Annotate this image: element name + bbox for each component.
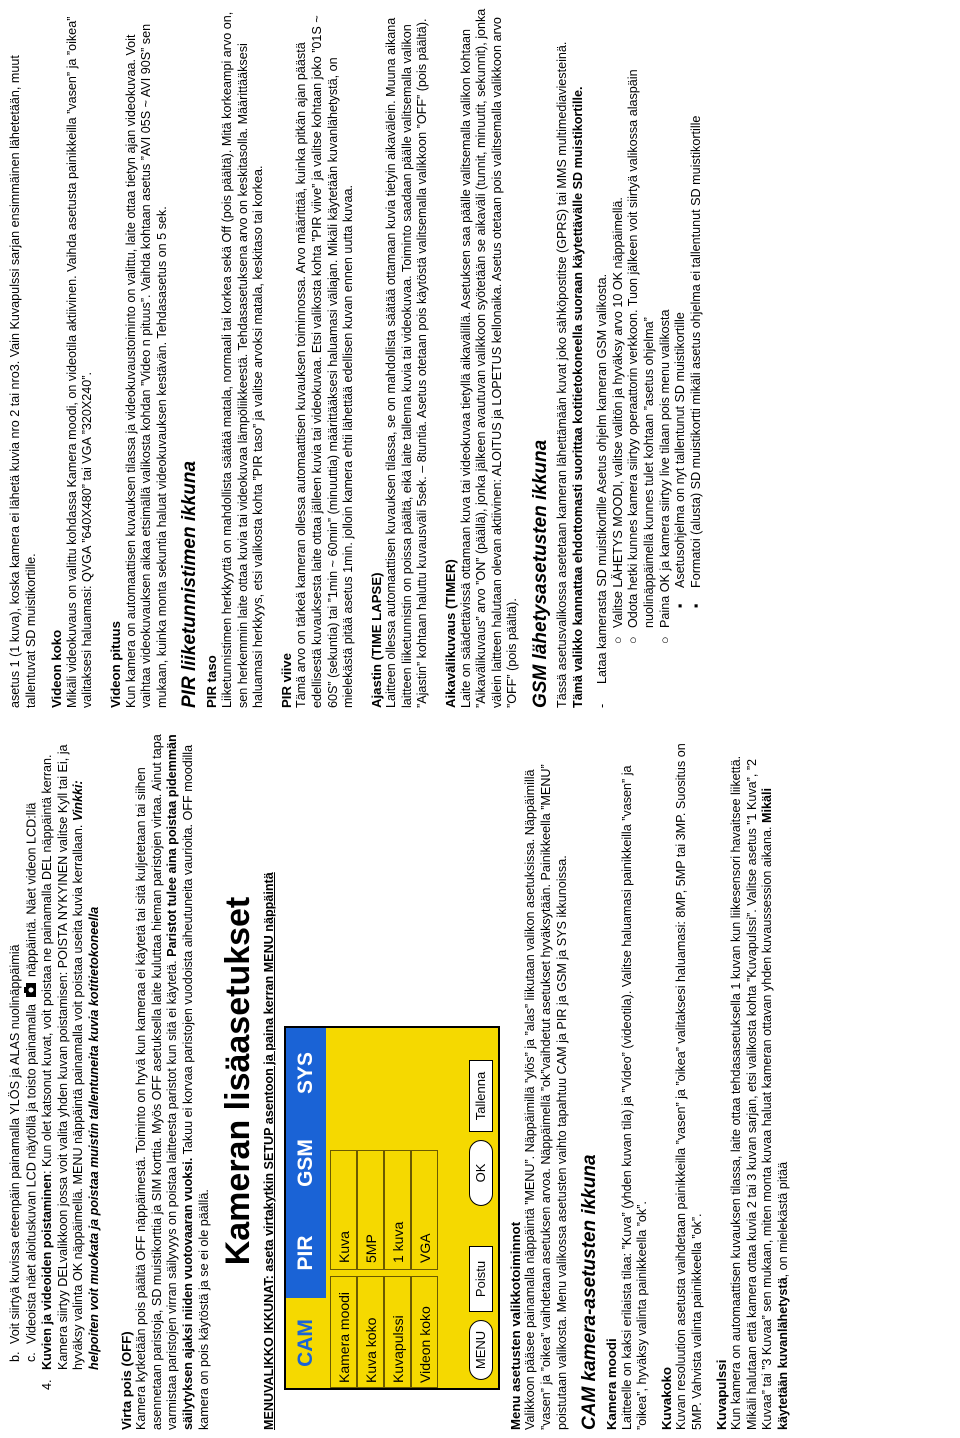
right-intro: asetus 1 (1 kuva), koska kamera ei lähetä kuvia nro 2 tai nro3. Vain Kuvapulssi sarjan ensimmäinen lähetetään, muut tallentuvat SD muistikortille. xyxy=(8,55,38,708)
videon-pituus-title: Videon pituus xyxy=(107,621,123,708)
menu-screenshot xyxy=(284,1026,500,1390)
menu-row[interactable] xyxy=(384,1028,411,1388)
item4-text: : Kun olet katsonut kuvat, voit poistaa ne painamalla DEL näppäintä kerran. Kamera siirtyy DELvalikkoon jossa voit valita yhden kuvan poistamisen: POISTA NYKYINEN valitse Kyll tai Ei, ja hyväksy valinta OK näppäimellä. MENU näppäintä painamalla voit poistaa useita kuvia kerrallaan. xyxy=(40,744,86,1370)
kamera-moodi-title: Kamera moodi xyxy=(604,1338,620,1430)
videon-pituus-text: Kun kamera on automaattisen kuvauksen tilassa ja videokuvaustoiminto on valittu, laite ottaa tietyn ajan videokuvaa. Voit vaihtaa videokuvauksen aikaa etsimällä valikosta kohdan ”Video n pituus”. Vaihda kohtaan asetus ”AVI 05S ~ AVI 90S” sen mukaan, kuinka monta sekuntia haluat videokuvauksen kestävän. Tehdasasetus on 5 sek. xyxy=(123,23,169,708)
gsm-text: Tässä asetusvalikossa asetetaan kameran lähettämään kuvat joko sähköpostitse (GPRS) tai MMS multimediaviesteinä. Tämä valikko kannattaa ehdottomasti suorittaa kotitietokoneella suoraan käytettävälle SD muistikortille. xyxy=(555,41,585,708)
menu-body xyxy=(326,1028,464,1388)
tab-gsm[interactable]: GSM xyxy=(293,1139,317,1187)
virta-text: Kamera kytketään pois päältä OFF näppäimestä. Toiminto on hyvä kun kameraa ei käytetä tai sitä kuljetetaan tai siihen asennetaan paristoja, SD muistikorttia ja SIM korttia. Myös OFF asetuksella laite kuluttaa hieman paristojen virtaa. Ainut tapa varmistaa paristojen virran säilyvyys on poistaa laitteesta paristot kun sitä ei käytetä. Paristot tulee aina poistaa pidemmän säilytyksen ajaksi niiden vuotovaaran vuoksi. Takuu ei korvaa paristojen vuodoista aiheutuneita vaurioita. OFF moodilla kamera on pois käytöstä ja se ei ole päällä. xyxy=(134,734,211,1430)
kuvapulssi-title: Kuvapulssi xyxy=(713,1359,729,1430)
tallenna-button[interactable]: Tallenna xyxy=(469,1060,493,1132)
menu-row[interactable] xyxy=(330,1028,357,1388)
menu-row[interactable] xyxy=(357,1028,384,1388)
tab-pir[interactable]: PIR xyxy=(293,1235,317,1271)
kuvakoko-text: Kuvan resoluution asetusta vaihdetaan painikkeilla ”vasen” ja ”oikea” valitaksesi haluamasi: 8MP, 5MP tai 3MP. Suositus on 5MP. Vahvista valinta painikkeella ”ok”. xyxy=(674,743,705,1430)
kuvakoko-title: Kuvakoko xyxy=(658,1366,674,1430)
left-column xyxy=(8,732,792,1430)
camera-play-icon xyxy=(24,983,41,997)
list-item-b-text: Voit siirtyä kuvissa eteenpäin painamalla YLÖS ja ALAS nuolinäppäimiä xyxy=(8,944,22,1344)
videon-koko-text: Mikäli videokuvaus on valittu kohdassa Kamera moodi, on videotila aktiivinen. Vaihda asetusta painikkeilla ”vasen” ja ”oikea” valitaksesi haluamasi: QVGA ”640X480” tai VGA ”320X240”. xyxy=(64,16,95,708)
gsm-circle-item: ○ Valitse LÄHETYS MOODI, valitse valitön ja hyväksy arvo 10 OK näppäimellä. xyxy=(610,197,625,644)
item4-tip: Vinkki: helpoiten voit muokata ja poistaa muistin tallentuneita kuvia kotitietokoneella xyxy=(71,780,101,1370)
list-item-b: b. Voit siirtyä kuvissa eteenpäin painamalla YLÖS ja ALAS nuolinäppäimiä xyxy=(8,944,22,1362)
aikavali-title: Aikavälikuvaus (TIMER) xyxy=(443,559,459,708)
tab-cam[interactable]: CAM xyxy=(286,1298,326,1388)
ajastin-title: Ajastin (TIME LAPSE) xyxy=(368,572,384,708)
kuvapulssi-text: Kun kamera on automaattisen kuvauksen tilassa, laite ottaa tehdasasetuksella 1 kuvan kun liikesensori havaitsee liikettä. Mikäli halutaan että kamera ottaa kuvia 2 tai 3 kuvan sarjan, etsi valikosta kohta ”Kuvapulssi”. Valitse asetus ”1 Kuva”, ”2 Kuvaa” tai ”3 Kuvaa” sen mukaan, miten monta kuvaa haluat kameran ottavan yhden kuvaussession aikana. Mikäli käytetään kuvanlähetystä, on mielekästä pitää xyxy=(729,755,791,1430)
list-item-c-text-1: Videoista näet aloituskuvan LCD näytöllä ja toisto painamalla xyxy=(24,1003,39,1344)
menu-row-value: Kuva xyxy=(330,1150,357,1270)
pir-viive-title: PIR viive xyxy=(278,653,294,708)
list-item-c: c. Videoista näet aloituskuvan LCD näytöllä ja toisto painamalla näppäintä. Näet videon LCD:llä xyxy=(23,802,39,1362)
menu-asetusten-text: Valikkoon pääsee painamalla näppäintä ”MENU”. Näppäimillä ”ylös” ja ”alas” liikutaan valikon asetuksissa. Näppäimillä ”vasen” ja ”oikea” vaihdetaan asetuksen arvoa. Näppäimellä ”ok”vaihdetut asetukset hyväksytään. Painikkeella ”MENU” poistutaan valikosta. Menu valikossa asetusten vaihto tapahtuu CAM ja PIR ja GSM ja SYS ikkunoissa. xyxy=(523,764,569,1430)
videon-koko-title: Videon koko xyxy=(49,629,65,708)
menu-row-key: Kamera moodi xyxy=(330,1276,357,1388)
gsm-title: GSM lähetysasetusten ikkuna xyxy=(530,439,552,708)
menu-row-value: 1 kuva xyxy=(384,1150,411,1270)
ok-button[interactable]: OK xyxy=(469,1140,493,1206)
menu-button-bar xyxy=(464,1028,498,1388)
menu-button[interactable]: MENU xyxy=(469,1320,493,1380)
menu-row[interactable] xyxy=(411,1028,438,1388)
poistu-button[interactable]: Poistu xyxy=(469,1246,493,1312)
ajastin-text: Laitteen ollessa automaattisen kuvauksen tilassa, se on mahdollista säätää ottamaan kuvia tietyin aikavälein. Muuna aikana laitteen liiketunnistin on poissa päältä, eikä laite tallenna kuvia tai videokuvaa. Toiminto saadaan päälle valitsemalla valikon ”Ajastin” kohtaan haluttu kuvausväli 5sek. – 8tuntia. Asetus otetaan pois käytöstä valitsemalla valikkoon ”OFF” (pois päältä). xyxy=(384,17,430,708)
menu-row-key: Kuvapulssi xyxy=(384,1276,411,1388)
menu-row-key: Kuva koko xyxy=(357,1276,384,1388)
gsm-square-item: ▪ Asetusohjelma on nyt tallentunut SD muistikortille xyxy=(673,312,688,608)
right-column xyxy=(8,8,704,708)
gsm-square-item: ▪ Formatoi (alusta) SD muistikortti mikäli asetus ohjelma ei tallentunut SD muistikortille xyxy=(688,115,703,608)
list-item-4: 4. Kuvien ja videoiden poistaminen: Kun olet katsonut kuvat, voit poistaa ne painamalla DEL näppäintä kerran. Kamera siirtyy DELvalikkoon jossa voit valita yhden kuvan poistamisen: POISTA NYKYINEN valitse Kyll tai Ei, ja hyväksy valinta OK näppäimellä. MENU näppäintä painamalla voit poistaa useita kuvia kerrallaan. Vinkki: helpoiten voit muokata ja poistaa muistin tallentuneita kuvia kotitietokoneella xyxy=(40,744,101,1390)
pir-viive-text: Tämä arvo on tärkeä kameran ollessa automaattisen kuvauksen toiminnossa. Arvo määrittää, kuinka pitkän ajan päästä edellisestä kuvauksesta laite ottaa jälleen kuvia tai videokuvaa. Etsi valikosta kohta ”PIR viive” ja valitse kohtaan joko ”01S ~ 60S” (sekuntia) tai ”1min ~ 60min” (minuuttia) määrittääksesi haluamasi väliajan. Mikäli käytetään kuvanlähetystä, on mielekästä pitää asetus 1min. jolloin kamera ehtii lähettää edellisen kuvan ennen uutta kuvaa. xyxy=(294,15,356,708)
kameran-title: Kameran lisäasetukset xyxy=(219,896,258,1266)
kamera-moodi-text: Laitteelle on kaksi erilaista tilaa: ”Kuva” (yhden kuvan tila) ja ”Video” (videotila). Valitse haluamasi painikkeilla ”vasen” ja ”oikea”, hyväksy valinta painikkeella ”ok”. xyxy=(619,765,650,1430)
menu-row-value: VGA xyxy=(411,1150,438,1270)
pir-taso-text: Liiketunnistimen herkkyyttä on mahdollista säätää matala, normaali tai korkea sekä Off (pois päältä). Mitä korkeampi arvo on, sen herkemmin laite ottaa kuvia tai videokuvaa lämpöliikkeestä. Tehdasasetuksena arvo on keskitasolla. Määrittääksesi haluamasi herkkyys, etsi valikosta kohta ”PIR taso” ja valitse arvoksi matala, keskitaso tai korkea. xyxy=(219,11,266,708)
tab-sys[interactable]: SYS xyxy=(293,1051,317,1095)
menuvalikko-label: MENUVALIKKO IKKUNAT: aseta virtakytkin SETUP asentoon ja paina kerran MENU näppäintä xyxy=(262,872,277,1430)
gsm-circle-item: ○ Paina OK ja kamera siirtyy live tilaan pois menu valikosta xyxy=(657,309,672,644)
aikavali-text: Laite on säädettävissä ottamaan kuva tai videokuvaa tietyllä aikavälillä. Asetuksen saa päälle valitsemalla valikon kohtaan ”Aikavälikuvaus” arvo ”ON” (päällä), jonka jälkeen avautuvan valikkoon syötetään se aikaväli (tunnit, minuutit, sekunnit), jonka välein laitteen halutaan olevan aktiivinen: ALOITUS ja LOPETUS kellonaika. Asetus otetaan pois valitsemalla valikkoon arvo ”OFF” (pois päältä). xyxy=(458,8,520,708)
gsm-dash-item: - Lataa kamerasta SD muistikortille Asetus ohjelm kameran GSM valikosta. xyxy=(595,273,610,708)
menu-row-key: Videon koko xyxy=(411,1276,438,1388)
cam-title: CAM kamera-asetusten ikkuna xyxy=(579,1154,601,1430)
list-item-c-text-2: näppäintä. Näet videon LCD:llä xyxy=(24,802,39,977)
gsm-circle-item: ○ Odota hetki kunnes kamera siirtyy operaattorin verkkoon. Tuon jälkeen voit siirtyä valikossa alaspäin nuolinäppäimellä kunnes tulet kohtaan ”asetus ohjelma” xyxy=(626,69,656,644)
item4-title: Kuvien ja videoiden poistaminen xyxy=(40,1174,55,1370)
menu-tab-bar xyxy=(286,1028,326,1388)
menu-row-value: 5MP xyxy=(357,1150,384,1270)
virta-title: Virta pois (OFF) xyxy=(118,1331,134,1430)
pir-taso-title: PIR taso xyxy=(204,655,220,708)
menu-asetusten-title: Menu asetusten valikkotoiminnot xyxy=(507,1221,523,1430)
pir-title: PIR liiketunnistimen ikkuna xyxy=(179,460,201,708)
